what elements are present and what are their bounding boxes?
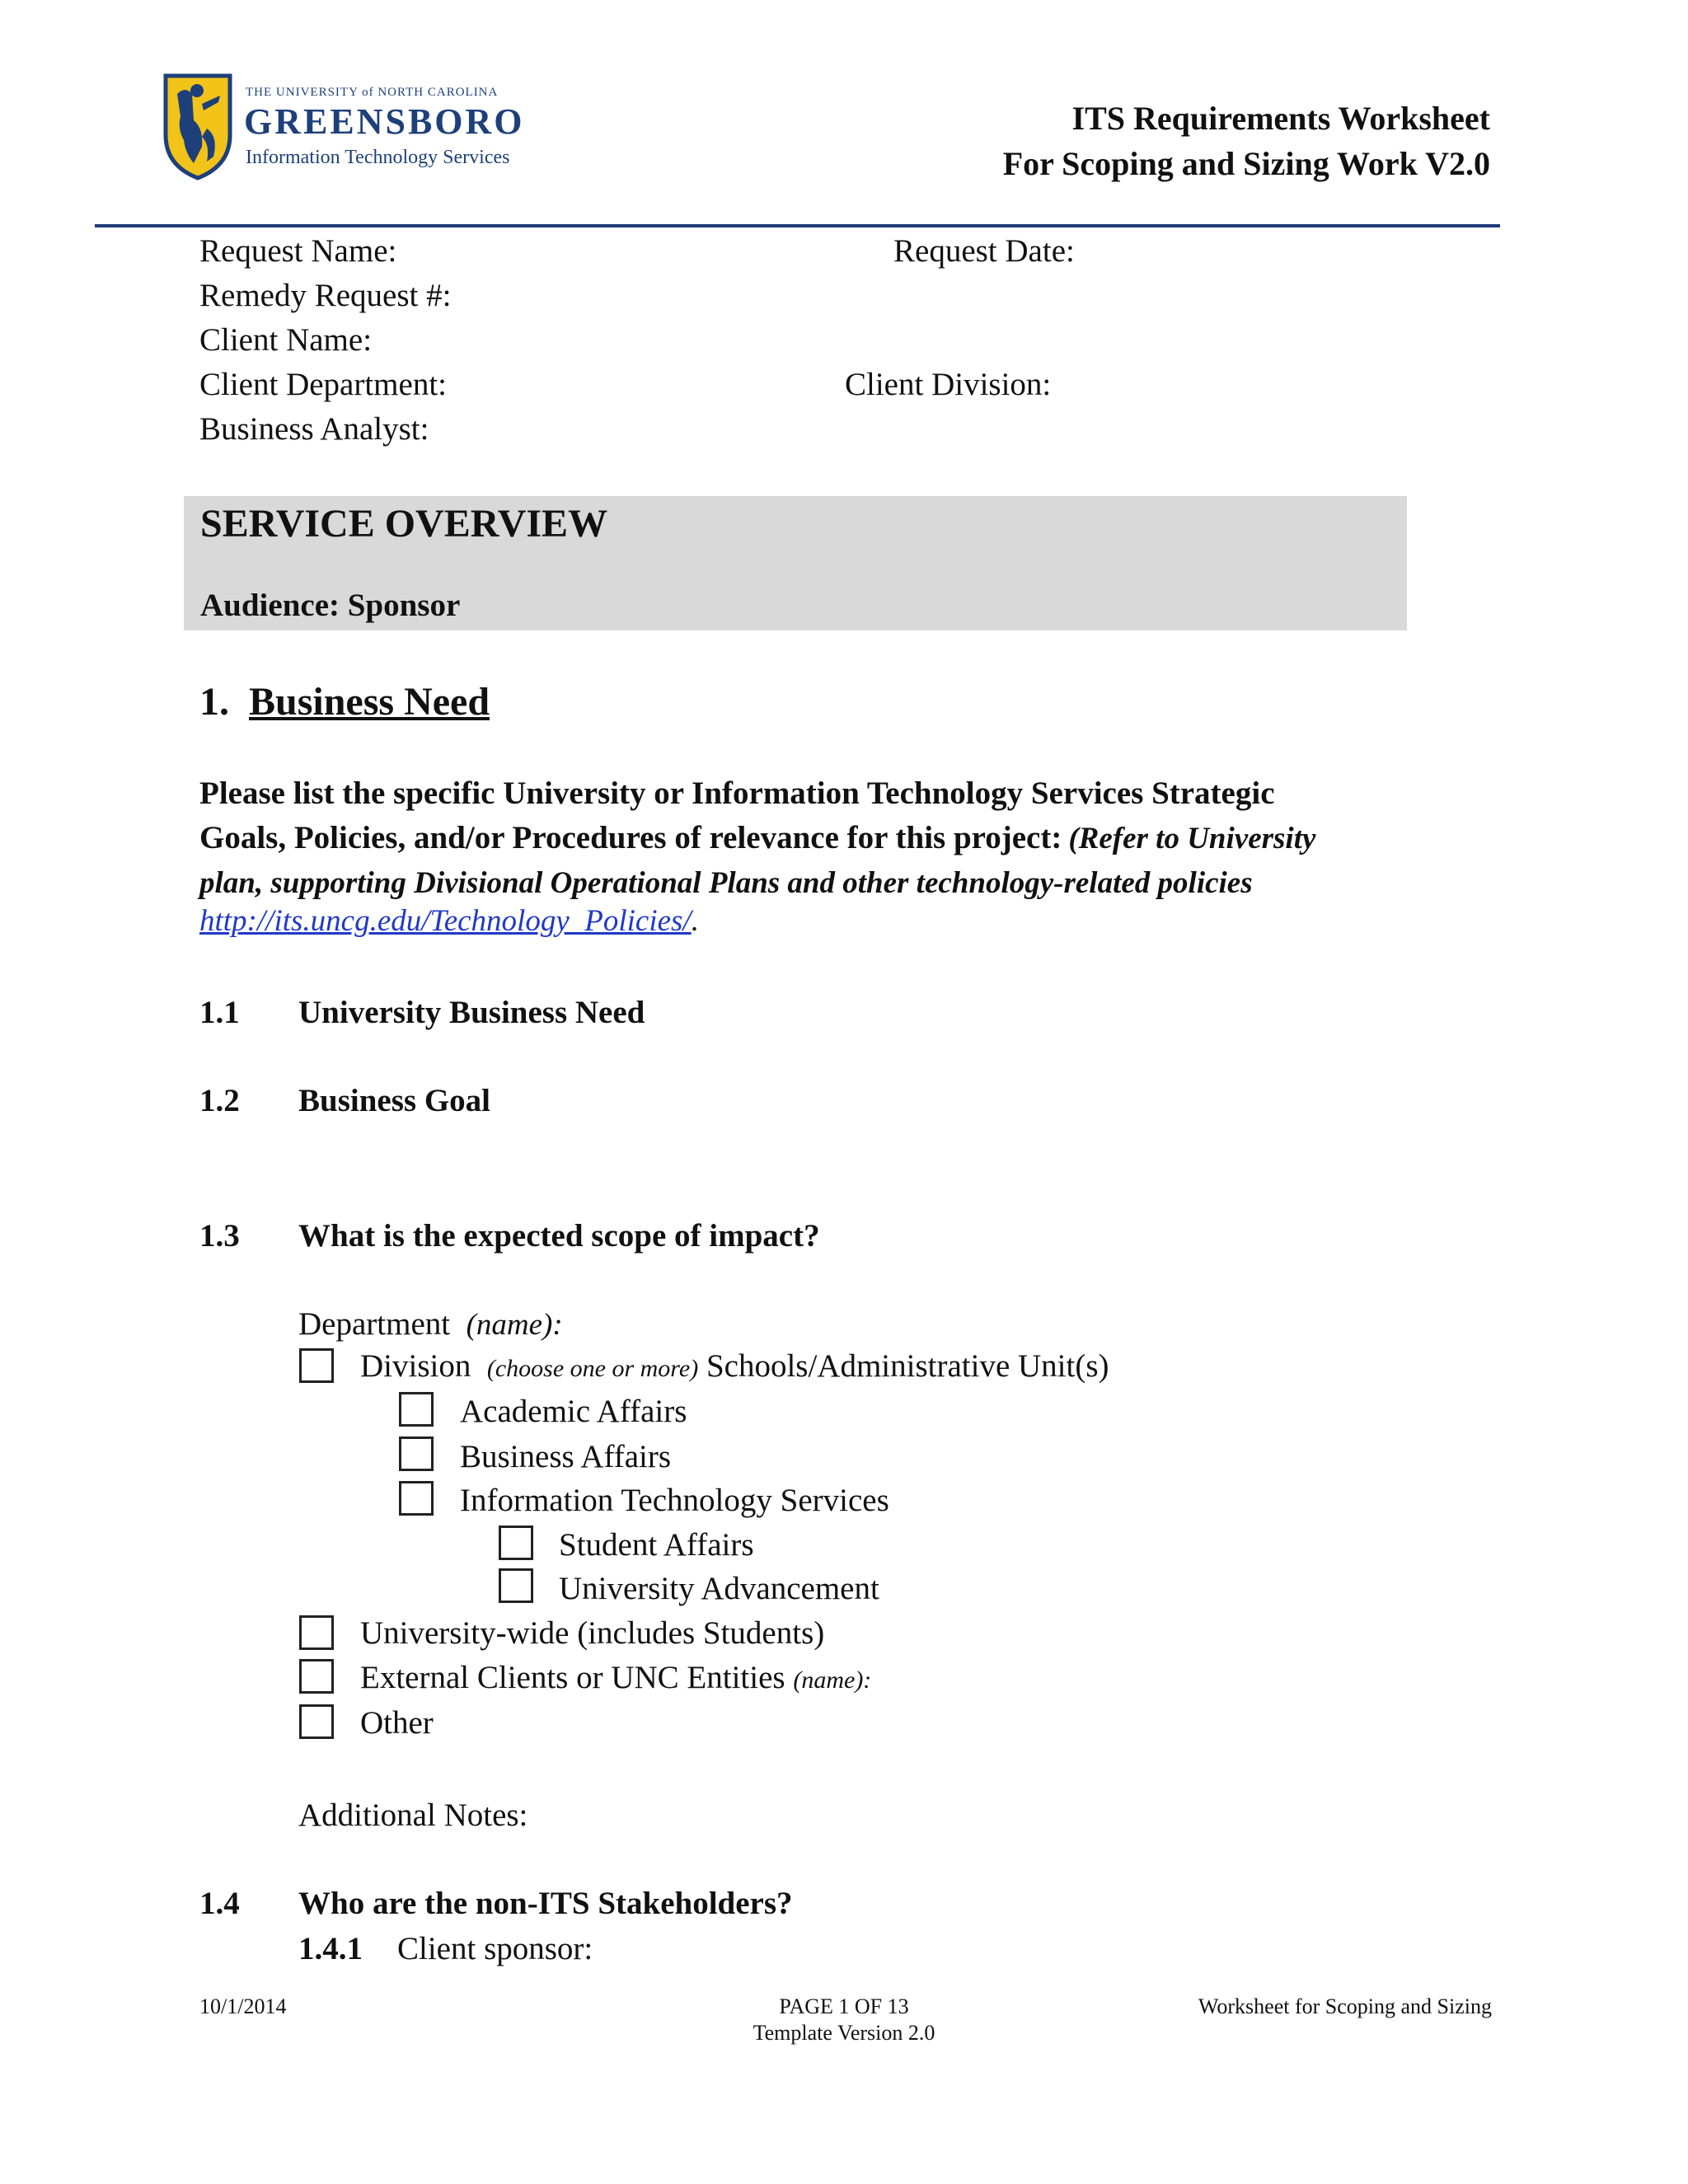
client-sponsor-label: Client sponsor: (397, 1931, 593, 1966)
footer-page: PAGE 1 OF 13 (779, 1994, 909, 2018)
external-clients-label: External Clients or UNC Entities (360, 1660, 785, 1695)
logo-line1: THE UNIVERSITY of NORTH CAROLINA (246, 86, 499, 99)
client-department-label: Client Department: (199, 367, 448, 402)
policy-paragraph-line2 (199, 819, 1315, 856)
uncg-its-logo (161, 71, 525, 186)
footer-template-version: Template Version 2.0 (753, 2021, 935, 2045)
other-label: Other (360, 1705, 434, 1741)
document-title-line2: For Scoping and Sizing Work V2.0 (1002, 145, 1490, 182)
academic-affairs-label: Academic Affairs (460, 1394, 687, 1429)
division-suffix: Schools/Administrative Unit(s) (706, 1348, 1109, 1384)
its-label: Information Technology Services (460, 1483, 889, 1518)
additional-notes-label: Additional Notes: (298, 1797, 528, 1833)
request-name-label: Request Name: (199, 233, 397, 269)
subsection-title: Business Goal (298, 1083, 490, 1118)
division-row (360, 1347, 1109, 1385)
subsection-number: 1.4 (199, 1886, 240, 1921)
department-row (298, 1305, 563, 1343)
section-heading (199, 679, 490, 724)
section-title: Business Need (249, 680, 490, 724)
logo-line3: Information Technology Services (246, 147, 510, 168)
university-advancement-label: University Advancement (559, 1571, 879, 1606)
business-affairs-checkbox[interactable] (399, 1436, 434, 1471)
document-title-line1: ITS Requirements Worksheet (1071, 100, 1490, 137)
request-date-label: Request Date: (893, 233, 1075, 269)
footer-right: Worksheet for Scoping and Sizing (1198, 1994, 1492, 2018)
business-affairs-label: Business Affairs (460, 1439, 672, 1474)
division-label: Division (360, 1348, 471, 1384)
header-rule (95, 224, 1500, 227)
student-affairs-checkbox[interactable] (499, 1526, 533, 1560)
footer-date: 10/1/2014 (199, 1994, 287, 2018)
link-suffix: . (691, 904, 699, 938)
division-note: (choose one or more) (486, 1355, 699, 1382)
university-advancement-checkbox[interactable] (499, 1568, 533, 1603)
policy-paragraph-line1: Please list the specific University or Information Technology Services Strategic (199, 776, 1275, 811)
other-checkbox[interactable] (299, 1704, 334, 1739)
its-checkbox[interactable] (399, 1481, 434, 1516)
policy-link-line (199, 903, 699, 939)
subsection-title: What is the expected scope of impact? (298, 1218, 820, 1254)
policy-paragraph-line3: plan, supporting Divisional Operational Plans and other technology-related policies (199, 866, 1253, 900)
university-seal-icon (161, 71, 235, 182)
policy-paragraph-italic: (Refer to University (1068, 822, 1316, 855)
logo-line2: GREENSBORO (244, 101, 525, 142)
external-clients-row (360, 1659, 871, 1696)
external-clients-checkbox[interactable] (299, 1659, 334, 1694)
academic-affairs-checkbox[interactable] (399, 1392, 434, 1427)
university-wide-checkbox[interactable] (299, 1615, 334, 1650)
subsection-number: 1.3 (199, 1218, 240, 1254)
remedy-request-label: Remedy Request #: (199, 278, 452, 313)
client-sponsor-number: 1.4.1 (298, 1931, 363, 1966)
policy-paragraph-bold: Goals, Policies, and/or Procedures of relevance for this project: (199, 820, 1062, 855)
student-affairs-label: Student Affairs (559, 1527, 754, 1563)
external-clients-note: (name): (793, 1666, 872, 1694)
service-overview-heading: SERVICE OVERVIEW (200, 502, 608, 546)
subsection-title: University Business Need (298, 995, 645, 1030)
department-label: Department (298, 1306, 451, 1342)
subsection-title: Who are the non-ITS Stakeholders? (298, 1886, 793, 1921)
division-checkbox[interactable] (299, 1348, 334, 1383)
subsection-number: 1.2 (199, 1083, 240, 1118)
client-name-label: Client Name: (199, 322, 373, 358)
section-number: 1. (199, 680, 229, 724)
client-division-label: Client Division: (845, 367, 1052, 402)
university-wide-label: University-wide (includes Students) (360, 1615, 825, 1651)
audience-label: Audience: Sponsor (200, 588, 461, 623)
service-overview-band (184, 496, 1407, 630)
technology-policies-link[interactable]: http://its.uncg.edu/Technology_Policies/ (199, 904, 692, 938)
department-note: (name): (466, 1308, 563, 1342)
subsection-number: 1.1 (199, 995, 240, 1030)
business-analyst-label: Business Analyst: (199, 411, 429, 447)
